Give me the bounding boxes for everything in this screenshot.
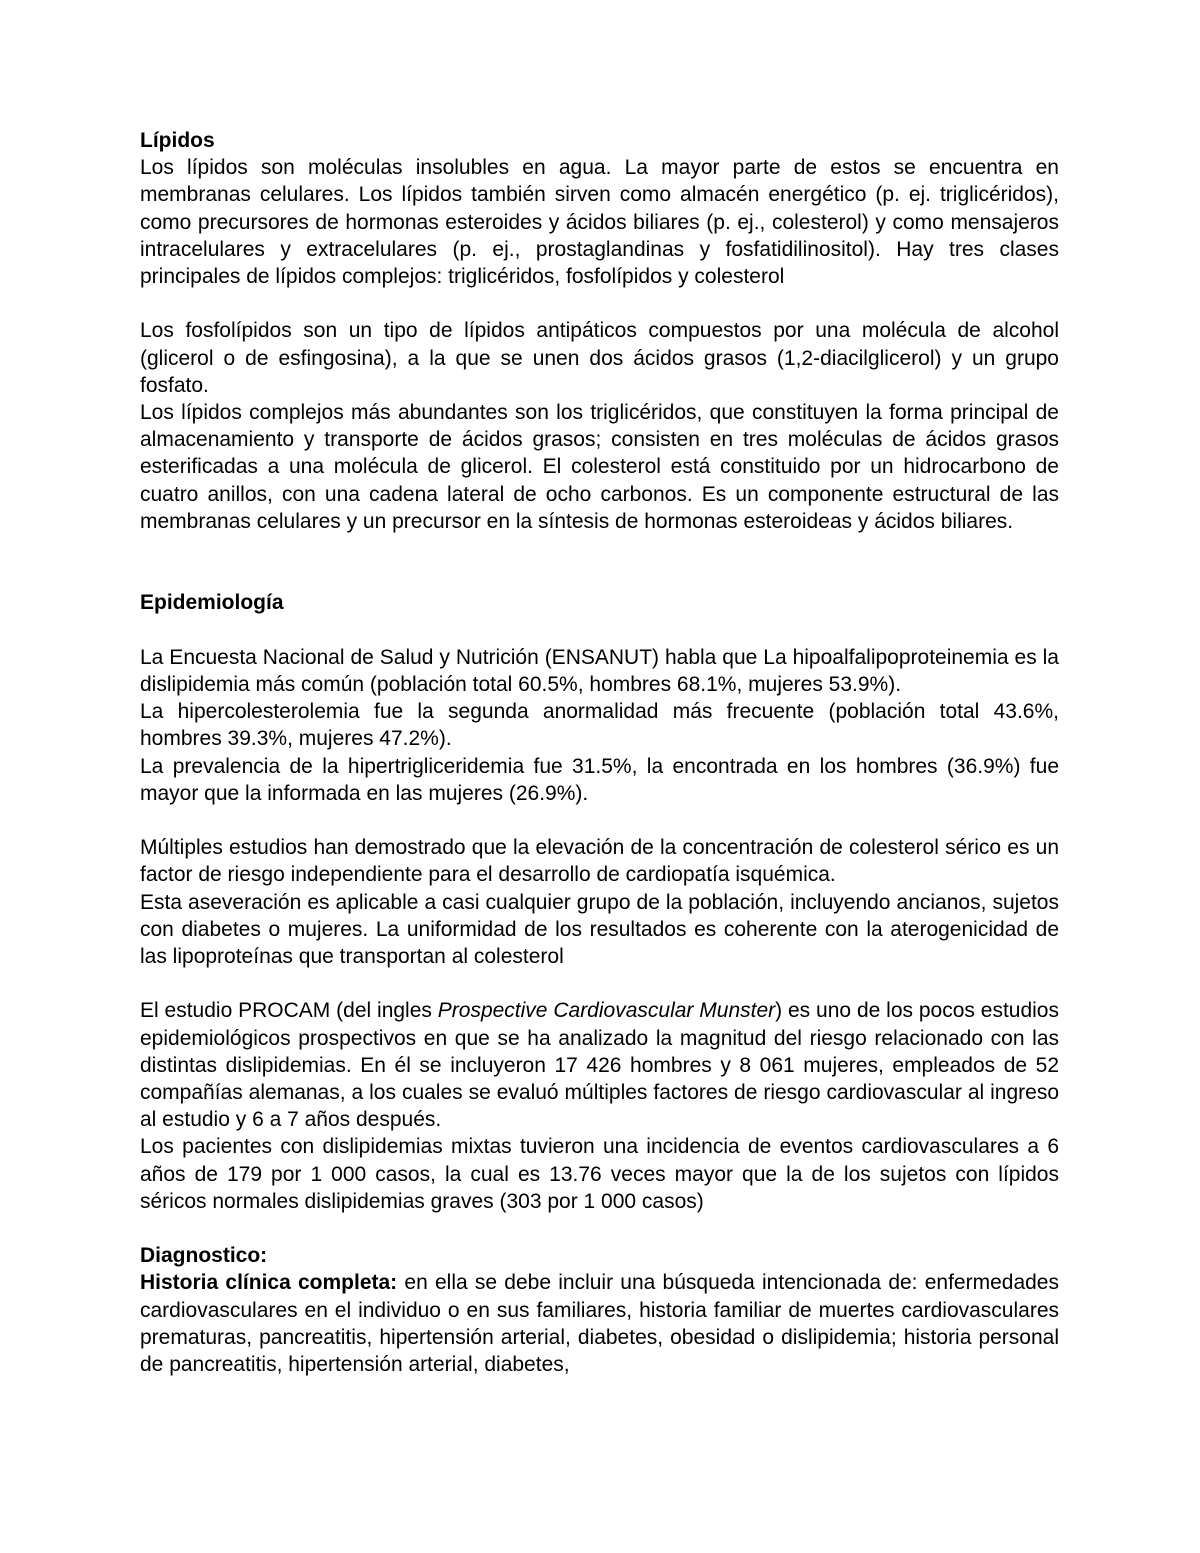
document-page — [140, 127, 1059, 1378]
spacer — [140, 1215, 1059, 1242]
historia-clinica-label: Historia clínica completa: — [140, 1271, 398, 1295]
paragraph-trigliceridos: Los lípidos complejos más abundantes son los triglicéridos, que constituyen la forma principal de almacenamiento y transporte de ácidos grasos; consisten en tres moléculas de ácidos grasos esterificadas a una molécula de glicerol. El colesterol está constituido por un hidrocarbono de cuatro anillos, con una cadena lateral de ocho carbonos. Es un componente estructural de las membranas celulares y un precursor en la síntesis de hormonas esteroideas y ácidos biliares. — [140, 401, 1059, 533]
spacer — [140, 970, 1059, 997]
paragraph-fosfolipidos: Los fosfolípidos son un tipo de lípidos antipáticos compuestos por una molécula de alcohol (glicerol o de esfingosina), a la que se unen dos ácidos grasos (1,2-diacilglicerol) y un grupo fosfato. — [140, 319, 1059, 397]
procam-text-after: ) es uno de los pocos estudios epidemiológicos prospectivos en que se ha analizado la magnitud del riesgo relacionado con las distintas dislipidemias. En él se incluyeron 17 426 hombres y 8 061 mujeres, empleados de 52 compañías alemanas, a los cuales se evaluó múltiples factores de riesgo cardiovascular al ingreso al estudio y 6 a 7 años después. — [140, 999, 1059, 1132]
paragraph-hipercolesterolemia: La hipercolesterolemia fue la segunda anormalidad más frecuente (población total 43.6%, hombres 39.3%, mujeres 47.2%). — [140, 700, 1059, 751]
spacer — [140, 535, 1059, 589]
heading-diagnostico: Diagnostico: — [140, 1244, 268, 1268]
procam-text-before: El estudio PROCAM (del ingles — [140, 999, 438, 1023]
paragraph-historia-clinica — [140, 1269, 1059, 1378]
paragraph-estudios: Múltiples estudios han demostrado que la elevación de la concentración de colesterol sérico es un factor de riesgo independiente para el desarrollo de cardiopatía isquémica. — [140, 836, 1059, 887]
spacer — [140, 617, 1059, 644]
paragraph-hipertrigliceridemia: La prevalencia de la hipertrigliceridemia fue 31.5%, la encontrada en los hombres (36.9%) fue mayor que la informada en las mujeres (26.9%). — [140, 754, 1059, 805]
spacer — [140, 290, 1059, 317]
paragraph-lipidos-intro: Los lípidos son moléculas insolubles en agua. La mayor parte de estos se encuentra en membranas celulares. Los lípidos también sirven como almacén energético (p. ej. triglicéridos), como precursores de hormonas esteroides y ácidos biliares (p. ej., colesterol) y como mensajeros intracelulares y extracelulares (p. ej., prostaglandinas y fosfatidilinositol). Hay tres clases principales de lípidos complejos: triglicéridos, fosfolípidos y colesterol — [140, 156, 1059, 289]
spacer — [140, 807, 1059, 834]
paragraph-aseveracion: Esta aseveración es aplicable a casi cualquier grupo de la población, incluyendo ancianos, sujetos con diabetes o mujeres. La uniformidad de los resultados es coherente con la aterogenicidad de las lipoproteínas que transportan al colesterol — [140, 890, 1059, 969]
heading-lipidos: Lípidos — [140, 129, 215, 152]
procam-italic-title: Prospective Cardiovascular Munster — [437, 999, 776, 1023]
paragraph-ensanut: La Encuesta Nacional de Salud y Nutrición (ENSANUT) habla que La hipoalfalipoproteinemia es la dislipidemia más común (población total 60.5%, hombres 68.1%, mujeres 53.9%). — [140, 645, 1059, 697]
paragraph-procam — [140, 997, 1059, 1133]
paragraph-dislipidemias-mixtas: Los pacientes con dislipidemias mixtas tuvieron una incidencia de eventos cardiovasculares a 6 años de 179 por 1 000 casos, la cual es 13.76 veces mayor que la de los sujetos con lípidos séricos normales dislipidemias graves (303 por 1 000 casos) — [140, 1135, 1059, 1213]
historia-clinica-text: en ella se debe incluir una búsqueda intencionada de: enfermedades cardiovasculares en el individuo o en sus familiares, historia familiar de muertes cardiovasculares prematuras, pancreatitis, hipertensión arterial, diabetes, obesidad o dislipidemia; historia personal de pancreatitis, hipertensión arterial, diabetes, — [140, 1271, 1059, 1377]
heading-epidemiologia: Epidemiología — [140, 591, 284, 615]
